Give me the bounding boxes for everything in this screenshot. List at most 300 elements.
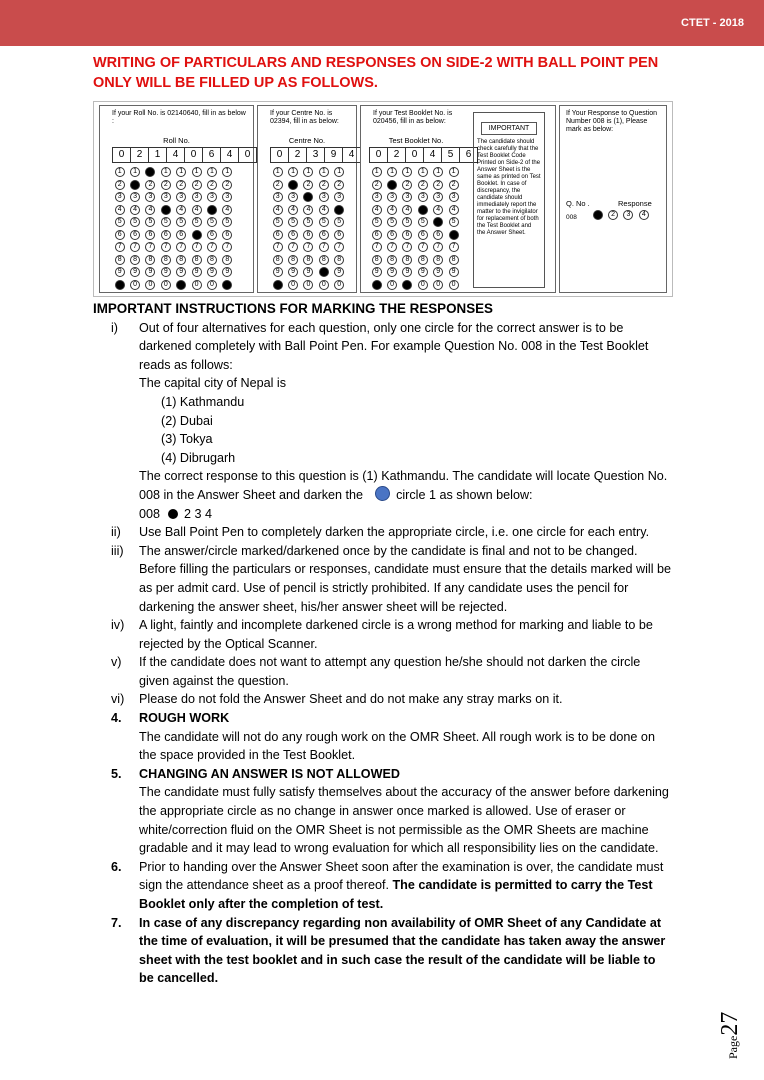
- bubble: 7: [418, 242, 428, 252]
- item-num: iii): [111, 543, 124, 558]
- bubble: 5: [402, 217, 412, 227]
- bubble: 8: [303, 255, 313, 265]
- bubble: 7: [372, 242, 382, 252]
- bubble: 9: [387, 267, 397, 277]
- booklet-head: Test Booklet No.: [388, 136, 444, 145]
- bubble-row: [112, 216, 235, 229]
- bubble: 4: [115, 205, 125, 215]
- bubble: 2: [115, 180, 125, 190]
- bubble: 6: [387, 230, 397, 240]
- bubble: 8: [145, 255, 155, 265]
- answer-text-2: circle 1 as shown below:: [396, 487, 533, 502]
- bubble: 5: [334, 217, 344, 227]
- option-4: (4) Dibrugarh: [161, 450, 236, 465]
- bubble: 5: [176, 217, 186, 227]
- bubble: 0: [418, 280, 428, 290]
- digit-box: 2: [131, 148, 149, 162]
- bubble-row: [369, 254, 461, 267]
- blue-circle-icon: [375, 486, 390, 501]
- bubble: 2: [192, 180, 202, 190]
- bubble: 0: [433, 280, 443, 290]
- bubble: 3: [372, 192, 382, 202]
- bubble: 5: [145, 217, 155, 227]
- bubble: 8: [176, 255, 186, 265]
- bubble-filled: [145, 167, 155, 177]
- bubble: 6: [161, 230, 171, 240]
- bubble: 4: [449, 205, 459, 215]
- digit-box: 9: [325, 148, 343, 162]
- bubble: 4: [433, 205, 443, 215]
- bubble: 6: [176, 230, 186, 240]
- bubble: 2: [303, 180, 313, 190]
- bubble: 7: [402, 242, 412, 252]
- bubble: 5: [418, 217, 428, 227]
- bubble: 4: [402, 205, 412, 215]
- bubble: 8: [418, 255, 428, 265]
- bubble: 3: [161, 192, 171, 202]
- bubble-row: [369, 191, 461, 204]
- bubble-row: [112, 279, 235, 292]
- bubble: 2: [433, 180, 443, 190]
- bubble-row: [369, 204, 461, 217]
- bubble: 2: [449, 180, 459, 190]
- bubble: 5: [115, 217, 125, 227]
- booklet-instr: If your Test Booklet No. is 020456, fill in as below:: [373, 110, 453, 125]
- bubble-filled: [334, 205, 344, 215]
- item-text: Use Ball Point Pen to completely darken the appropriate circle, i.e. one circle for each entry.: [139, 525, 650, 540]
- bubble: 2: [145, 180, 155, 190]
- bubble: 0: [130, 280, 140, 290]
- digit-box: 2: [388, 148, 406, 162]
- item-text: The candidate will not do any rough work on the OMR Sheet. All rough work is to be done on the space provided in the Test Booklet.: [139, 729, 655, 763]
- bubble: 6: [115, 230, 125, 240]
- bubble: 1: [418, 167, 428, 177]
- roll-digits: [112, 147, 257, 163]
- bubble: 5: [207, 217, 217, 227]
- bubble: 9: [207, 267, 217, 277]
- bubble: 5: [303, 217, 313, 227]
- bubble: 9: [418, 267, 428, 277]
- bubble-filled: [115, 280, 125, 290]
- item-num: v): [111, 655, 122, 670]
- bubble: 7: [433, 242, 443, 252]
- item-num: 4.: [111, 711, 122, 726]
- bubble: 0: [192, 280, 202, 290]
- bubble-filled: [387, 180, 397, 190]
- bubble-row: [270, 229, 347, 242]
- bubble: 9: [273, 267, 283, 277]
- bubble: 9: [130, 267, 140, 277]
- bubble-row: [369, 241, 461, 254]
- bubble: 5: [273, 217, 283, 227]
- digit-box: 3: [307, 148, 325, 162]
- bubble: 2: [372, 180, 382, 190]
- bubble: 8: [449, 255, 459, 265]
- bubble-filled: [273, 280, 283, 290]
- example-rest: 2 3 4: [184, 506, 213, 521]
- option-3: (3) Tokya: [161, 432, 213, 447]
- bubble-filled: [402, 280, 412, 290]
- item-text: [139, 858, 673, 914]
- page-num: 27: [717, 1011, 743, 1036]
- bubble: 7: [334, 242, 344, 252]
- bubble: 9: [449, 267, 459, 277]
- item-num: iv): [111, 618, 125, 633]
- bubble-filled: [319, 267, 329, 277]
- bubble: 8: [207, 255, 217, 265]
- roll-instr: If your Roll No. is 02140640, fill in as below :: [112, 110, 246, 125]
- bubble: 3: [449, 192, 459, 202]
- bubble: 4: [222, 205, 232, 215]
- item-text: A light, faintly and incomplete darkened circle is a wrong method for marking and liable to be rejected by the Optical Scanner.: [139, 618, 653, 651]
- item-text: The candidate must fully satisfy themselves about the accuracy of the answer before darkening the appropriate circle as no change in answer once marked is allowed. Use of eraser or white/correction fluid on the OMR Sheet is not permissible as the OMR Sheets are machine gradable and it may lead to wrong evaluation for which all responsibility lies on the candidate.: [139, 785, 669, 856]
- bubble: 9: [115, 267, 125, 277]
- bubble: 5: [192, 217, 202, 227]
- bubble: 3: [334, 192, 344, 202]
- bubble: 3: [145, 192, 155, 202]
- roll-no-box: [99, 105, 254, 293]
- instruction-i: [93, 319, 673, 524]
- digit-box: 0: [271, 148, 289, 162]
- bubble-filled: [222, 280, 232, 290]
- digit-box: 5: [442, 148, 460, 162]
- instruction-v: [93, 653, 673, 690]
- item-text: If the candidate does not want to attempt any question he/she should not darken the circle given against the question.: [139, 655, 641, 688]
- booklet-bubbles: [369, 166, 461, 291]
- bubble-row: [112, 204, 235, 217]
- bubble: 3: [402, 192, 412, 202]
- bubble-3: 3: [623, 210, 633, 220]
- bubble: 4: [176, 205, 186, 215]
- bubble-filled: [288, 180, 298, 190]
- bubble: 1: [449, 167, 459, 177]
- bubble-row: [369, 216, 461, 229]
- bubble: 5: [130, 217, 140, 227]
- bubble: 7: [176, 242, 186, 252]
- bubble: 2: [273, 180, 283, 190]
- option-2: (2) Dubai: [161, 413, 213, 428]
- important-text: The candidate should check carefully that the Test Booklet Code Printed on Side-2 of the Answer Sheet is the same as printed on Test Booklet. In case of discrepancy, the candidate should immediately report the matter to the invigilator for replacement of both the Test Booklet and the Answer Sheet.: [477, 139, 541, 236]
- digit-box: 1: [149, 148, 167, 162]
- bubble: 8: [433, 255, 443, 265]
- bubble-row: [369, 279, 461, 292]
- bubble: 1: [402, 167, 412, 177]
- item-title: CHANGING AN ANSWER IS NOT ALLOWED: [139, 766, 400, 781]
- bubble: 9: [402, 267, 412, 277]
- bubble: 1: [433, 167, 443, 177]
- bubble: 8: [387, 255, 397, 265]
- answer-text-1: The correct response to this question is (1) Kathmandu. The candidate will locate Question No. 008 in the Answer Sheet and darken the: [139, 469, 668, 502]
- example-qno: 008: [139, 506, 161, 521]
- bubble: 1: [176, 167, 186, 177]
- digit-box: 0: [406, 148, 424, 162]
- bubble: 6: [303, 230, 313, 240]
- bubble-filled: [176, 280, 186, 290]
- booklet-no-box: [360, 105, 556, 293]
- item-text: The answer/circle marked/darkened once by the candidate is final and not to be changed. Before filling the particulars or responses, candidate must ensure that the details marked will be as per admit card. Use of pencil is strictly prohibited. If any candidate uses the pencil for darkening the answer sheet, his/her answer sheet will be rejected.: [139, 543, 672, 614]
- bubble-filled: [192, 230, 202, 240]
- bubble-row: [112, 229, 235, 242]
- bubble: 7: [273, 242, 283, 252]
- bubble: 4: [372, 205, 382, 215]
- section-5: [93, 765, 673, 858]
- bubble-row: [112, 179, 235, 192]
- bubble-row: [112, 166, 235, 179]
- bubble: 3: [176, 192, 186, 202]
- bubble: 4: [145, 205, 155, 215]
- bubble: 8: [222, 255, 232, 265]
- omr-example: [93, 101, 673, 297]
- digit-box: 0: [370, 148, 388, 162]
- bubble-row: [369, 166, 461, 179]
- bubble: 3: [387, 192, 397, 202]
- bubble-row: [270, 241, 347, 254]
- bubble: 9: [222, 267, 232, 277]
- bubble: 2: [207, 180, 217, 190]
- bubble-row: [112, 254, 235, 267]
- item-text: Out of four alternatives for each question, only one circle for the correct answer is to be darkened completely with Ball Point Pen. For example Question No. 008 in the Test Booklet reads as follows:: [139, 320, 649, 372]
- bubble: 5: [222, 217, 232, 227]
- bubble-filled: [449, 230, 459, 240]
- digit-box: 6: [203, 148, 221, 162]
- digit-box: 0: [113, 148, 131, 162]
- bubble: 4: [192, 205, 202, 215]
- bubble: 8: [334, 255, 344, 265]
- bubble: 2: [402, 180, 412, 190]
- bubble: 0: [319, 280, 329, 290]
- bubble: 0: [334, 280, 344, 290]
- header-band: [0, 0, 764, 46]
- bubble: 1: [319, 167, 329, 177]
- centre-instr: If your Centre No. is 02394, fill in as below:: [270, 110, 339, 125]
- instructions: [93, 300, 673, 988]
- centre-bubbles: [270, 166, 347, 291]
- bubble-row: [369, 266, 461, 279]
- page-number: [707, 993, 747, 1063]
- bubble: 9: [303, 267, 313, 277]
- bubble-filled: [372, 280, 382, 290]
- bubble: 4: [130, 205, 140, 215]
- bubble: 1: [130, 167, 140, 177]
- item-num: ii): [111, 525, 121, 540]
- bubble-row: [270, 216, 347, 229]
- bubble: 7: [222, 242, 232, 252]
- bubble: 6: [334, 230, 344, 240]
- bubble: 6: [288, 230, 298, 240]
- bubble: 3: [115, 192, 125, 202]
- digit-box: 4: [424, 148, 442, 162]
- item-text-plain: Prior to handing over the Answer Sheet soon after the examination is over, the candidate must sign the attendance sheet as a proof thereof.: [139, 859, 664, 893]
- section-7: [93, 914, 673, 988]
- bubble: 2: [176, 180, 186, 190]
- bubble: 9: [192, 267, 202, 277]
- response-instr: If Your Response to Question Number 008 is (1), Please mark as below:: [566, 110, 658, 133]
- bubble-row: [270, 166, 347, 179]
- page-title: WRITING OF PARTICULARS AND RESPONSES ON SIDE-2 WITH BALL POINT PEN ONLY WILL BE FILLED UP AS FOLLOWS.: [93, 55, 659, 91]
- bubble: 9: [176, 267, 186, 277]
- bubble: 2: [222, 180, 232, 190]
- response-bubbles: [590, 210, 652, 220]
- bubble: 4: [288, 205, 298, 215]
- bubble: 8: [372, 255, 382, 265]
- answer-example: [139, 505, 673, 524]
- bubble: 4: [387, 205, 397, 215]
- bubble-filled: [130, 180, 140, 190]
- bubble: 7: [449, 242, 459, 252]
- instruction-ii: [93, 523, 673, 542]
- bubble-row: [270, 179, 347, 192]
- bubble: 1: [207, 167, 217, 177]
- bubble-row: [369, 179, 461, 192]
- bubble: 0: [449, 280, 459, 290]
- digit-box: 6: [465, 149, 472, 160]
- bubble: 1: [372, 167, 382, 177]
- digit-box: 4: [167, 148, 185, 162]
- bubble: 7: [288, 242, 298, 252]
- bubble: 8: [130, 255, 140, 265]
- bubble: 5: [372, 217, 382, 227]
- response-head: Response: [618, 199, 652, 208]
- bubble-row: [270, 204, 347, 217]
- bubble-row: [369, 229, 461, 242]
- bubble: 4: [273, 205, 283, 215]
- bubble: 8: [115, 255, 125, 265]
- bubble-filled: [418, 205, 428, 215]
- bubble: 0: [387, 280, 397, 290]
- bubble: 1: [161, 167, 171, 177]
- bubble: 2: [334, 180, 344, 190]
- bubble: 1: [303, 167, 313, 177]
- bubble: 0: [303, 280, 313, 290]
- bubble: 3: [207, 192, 217, 202]
- option-1: (1) Kathmandu: [161, 394, 245, 409]
- bubble-filled: [433, 217, 443, 227]
- bubble: 8: [288, 255, 298, 265]
- bubble-row: [270, 254, 347, 267]
- bubble: 1: [192, 167, 202, 177]
- bubble: 5: [161, 217, 171, 227]
- digit-box: 2: [289, 148, 307, 162]
- bubble: 7: [161, 242, 171, 252]
- bubble: 0: [288, 280, 298, 290]
- bubble: 9: [433, 267, 443, 277]
- bubble: 7: [387, 242, 397, 252]
- bubble: 3: [319, 192, 329, 202]
- bubble: 7: [130, 242, 140, 252]
- bubble: 5: [288, 217, 298, 227]
- bubble: 1: [288, 167, 298, 177]
- q-no-head: Q. No .: [566, 199, 590, 208]
- instruction-iv: [93, 616, 673, 653]
- bubble: 7: [319, 242, 329, 252]
- centre-digits: [270, 147, 361, 163]
- answer-text: [139, 467, 673, 504]
- bubble: 8: [273, 255, 283, 265]
- item-num: i): [111, 320, 118, 335]
- bubble: 9: [372, 267, 382, 277]
- bubble-filled: [593, 210, 603, 220]
- bubble-row: [270, 191, 347, 204]
- centre-no-box: [257, 105, 357, 293]
- bubble-4: 4: [639, 210, 649, 220]
- response-qno: 008: [566, 214, 577, 221]
- bubble: 8: [319, 255, 329, 265]
- bubble: 9: [334, 267, 344, 277]
- bubble: 5: [387, 217, 397, 227]
- bubble: 8: [192, 255, 202, 265]
- important-note: [473, 112, 545, 288]
- bubble: 1: [222, 167, 232, 177]
- bubble-2: 2: [608, 210, 618, 220]
- bubble: 4: [319, 205, 329, 215]
- roll-head: Roll No.: [163, 136, 190, 145]
- bubble: 1: [334, 167, 344, 177]
- bubble: 2: [161, 180, 171, 190]
- bubble: 9: [145, 267, 155, 277]
- bubble: 2: [418, 180, 428, 190]
- bubble: 7: [192, 242, 202, 252]
- bubble-row: [270, 266, 347, 279]
- bubble: 6: [207, 230, 217, 240]
- bubble-row: [270, 279, 347, 292]
- bubble: 6: [372, 230, 382, 240]
- item-num: 6.: [111, 859, 122, 874]
- filled-circle-icon: [168, 509, 178, 519]
- bubble: 8: [161, 255, 171, 265]
- item-text-bold: The candidate is permitted to carry the Test Booklet only after the completion of test.: [139, 878, 653, 911]
- bubble: 7: [303, 242, 313, 252]
- bubble: 4: [303, 205, 313, 215]
- item-num: 7.: [111, 915, 122, 930]
- bubble: 6: [145, 230, 155, 240]
- booklet-digits: [369, 147, 478, 163]
- bubble-row: [112, 266, 235, 279]
- centre-head: Centre No.: [288, 136, 326, 145]
- item-num: 5.: [111, 766, 122, 781]
- bubble-row: [112, 191, 235, 204]
- section-4: [93, 709, 673, 765]
- bubble: 0: [207, 280, 217, 290]
- header-label: CTET - 2018: [681, 17, 744, 29]
- bubble-filled: [161, 205, 171, 215]
- bubble: 7: [207, 242, 217, 252]
- bubble: 6: [273, 230, 283, 240]
- bubble: 5: [319, 217, 329, 227]
- bubble: 6: [433, 230, 443, 240]
- bubble: 1: [273, 167, 283, 177]
- bubble: 1: [115, 167, 125, 177]
- bubble: 6: [418, 230, 428, 240]
- bubble: 3: [192, 192, 202, 202]
- bubble: 6: [402, 230, 412, 240]
- bubble: 3: [433, 192, 443, 202]
- bubble: 9: [161, 267, 171, 277]
- instruction-iii: [93, 542, 673, 616]
- bubble: 6: [319, 230, 329, 240]
- bubble: 7: [115, 242, 125, 252]
- bubble: 5: [449, 217, 459, 227]
- bubble: 3: [130, 192, 140, 202]
- digit-box: 0: [185, 148, 203, 162]
- bubble: 6: [130, 230, 140, 240]
- section-title: IMPORTANT INSTRUCTIONS FOR MARKING THE RESPONSES: [93, 301, 493, 316]
- bubble: 1: [387, 167, 397, 177]
- bubble: 6: [222, 230, 232, 240]
- bubble: 0: [161, 280, 171, 290]
- example-question: The capital city of Nepal is: [139, 376, 286, 391]
- digit-box: 0: [244, 149, 251, 160]
- bubble: 3: [418, 192, 428, 202]
